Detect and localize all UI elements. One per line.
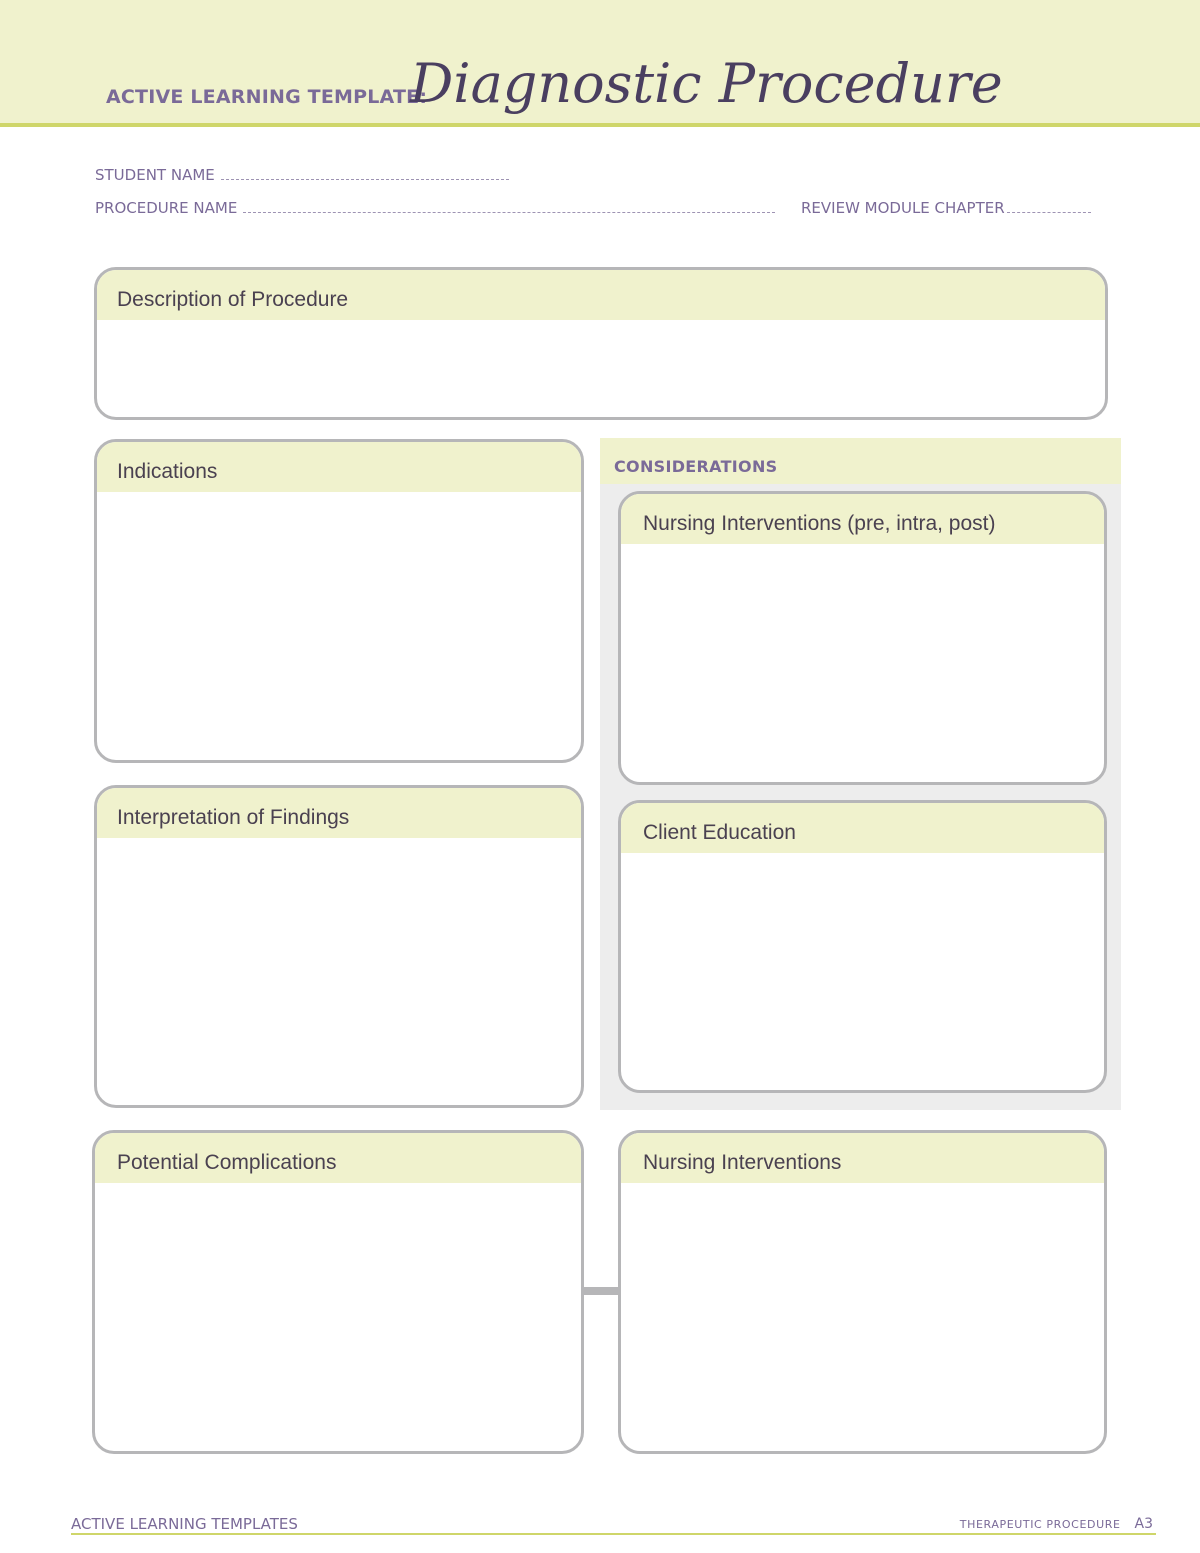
review-module-input[interactable] — [1007, 198, 1091, 213]
footer-left: ACTIVE LEARNING TEMPLATES — [71, 1515, 298, 1533]
nursing-interventions-pip-box[interactable] — [618, 491, 1107, 785]
procedure-name-input[interactable] — [243, 198, 775, 213]
student-name-input[interactable] — [221, 165, 509, 180]
complications-connector — [582, 1287, 621, 1295]
potential-complications-box[interactable] — [92, 1130, 584, 1454]
nursing-interventions-box[interactable] — [618, 1130, 1107, 1454]
footer-section-label: THERAPEUTIC PROCEDURE — [959, 1518, 1121, 1531]
header-rule — [0, 123, 1200, 127]
nursing-interventions-pip-heading: Nursing Interventions (pre, intra, post) — [621, 494, 1104, 544]
footer-rule — [71, 1533, 1156, 1535]
nursing-interventions-heading: Nursing Interventions — [621, 1133, 1104, 1183]
procedure-name-field — [95, 198, 775, 217]
review-module-label: REVIEW MODULE CHAPTER — [801, 199, 1005, 217]
client-education-box[interactable] — [618, 800, 1107, 1093]
indications-heading: Indications — [97, 442, 581, 492]
procedure-name-label: PROCEDURE NAME — [95, 199, 238, 217]
page-number: A3 — [1134, 1516, 1153, 1532]
description-heading: Description of Procedure — [97, 270, 1105, 320]
indications-box[interactable] — [94, 439, 584, 763]
page-title: Diagnostic Procedure — [410, 52, 1003, 115]
review-module-field — [801, 198, 1091, 217]
student-name-field — [95, 165, 509, 184]
interpretation-heading: Interpretation of Findings — [97, 788, 581, 838]
interpretation-box[interactable] — [94, 785, 584, 1108]
potential-complications-heading: Potential Complications — [95, 1133, 581, 1183]
student-name-label: STUDENT NAME — [95, 166, 215, 184]
footer-right — [960, 1516, 1153, 1532]
client-education-heading: Client Education — [621, 803, 1104, 853]
header-label: ACTIVE LEARNING TEMPLATE: — [106, 86, 428, 108]
description-box[interactable] — [94, 267, 1108, 420]
considerations-heading: CONSIDERATIONS — [600, 438, 1121, 484]
